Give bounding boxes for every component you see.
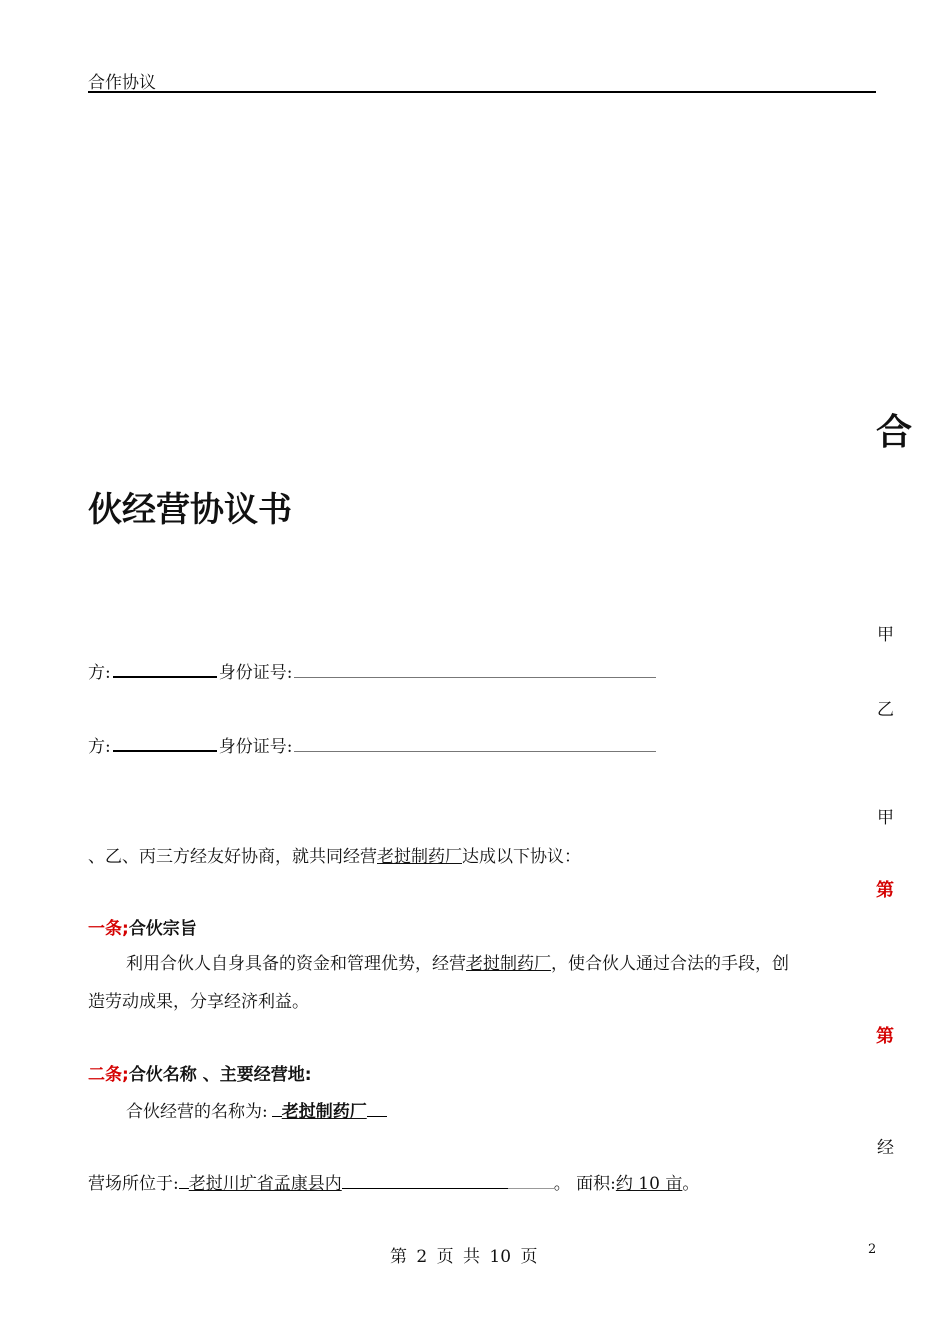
- party-a-id-blank: [294, 664, 656, 678]
- article2-edge-char: 第: [876, 1026, 894, 1047]
- intro-text-before: 、乙、丙三方经友好协商，就共同经营: [88, 847, 377, 867]
- document-title: 伙经营协议书: [88, 490, 292, 530]
- party-b-edge-char: 乙: [877, 700, 894, 720]
- article1-title: 合伙宗旨: [128, 919, 197, 939]
- party-a-edge-char: 甲: [877, 625, 894, 645]
- area-separator: 。 面积:: [553, 1174, 616, 1194]
- title-first-char: 合: [876, 412, 913, 453]
- party-a-name-blank: [113, 663, 217, 678]
- location-edge-char: 经: [877, 1138, 894, 1158]
- page-footer: 第 2 页 共 10 页: [390, 1247, 538, 1267]
- intro-text-after: 达成以下协议：: [462, 847, 581, 867]
- intro-company: 老挝制药厂: [377, 847, 462, 867]
- running-header: 合作协议: [88, 73, 156, 93]
- partnership-name-label: 合伙经营的名称为:: [126, 1102, 268, 1122]
- party-b-suffix: 方:: [88, 737, 111, 757]
- article1-heading: [88, 914, 197, 939]
- partnership-name-line: [126, 1097, 387, 1122]
- area-value: 约 10 亩: [615, 1174, 683, 1194]
- article1-paragraph-line1: [126, 949, 789, 974]
- party-b-id-blank: [294, 738, 656, 752]
- article1-edge-char: 第: [876, 880, 894, 901]
- party-a-line: [88, 658, 656, 683]
- article1-company: 老挝制药厂: [466, 954, 551, 974]
- intro-edge-char: 甲: [877, 808, 894, 828]
- article1-paragraph-line2: 造劳动成果，分享经济利益。: [88, 992, 309, 1012]
- location-label: 营场所位于:: [88, 1174, 179, 1194]
- article2-title: 合伙名称 、主要经营地:: [128, 1065, 312, 1085]
- partnership-name-value: 老挝制药厂: [281, 1102, 367, 1122]
- article2-number: 二条;: [88, 1065, 129, 1085]
- article2-heading: [88, 1060, 312, 1085]
- article1-p1-before: 利用合伙人自身具备的资金和管理优势，经营: [126, 954, 466, 974]
- party-b-line: [88, 732, 656, 757]
- party-a-suffix: 方:: [88, 663, 111, 683]
- article1-number: 一条;: [88, 919, 129, 939]
- party-b-id-label: 身份证号:: [218, 737, 293, 757]
- location-line: [88, 1169, 699, 1194]
- area-end: 。: [682, 1174, 700, 1194]
- intro-line: [88, 842, 581, 867]
- location-value: 老挝川圹省孟康县内: [188, 1174, 342, 1194]
- page-number: 2: [868, 1242, 877, 1257]
- party-a-id-label: 身份证号:: [218, 663, 293, 683]
- header-rule: [88, 91, 876, 93]
- article1-p1-after: ，使合伙人通过合法的手段，创: [551, 954, 789, 974]
- party-b-name-blank: [113, 737, 217, 752]
